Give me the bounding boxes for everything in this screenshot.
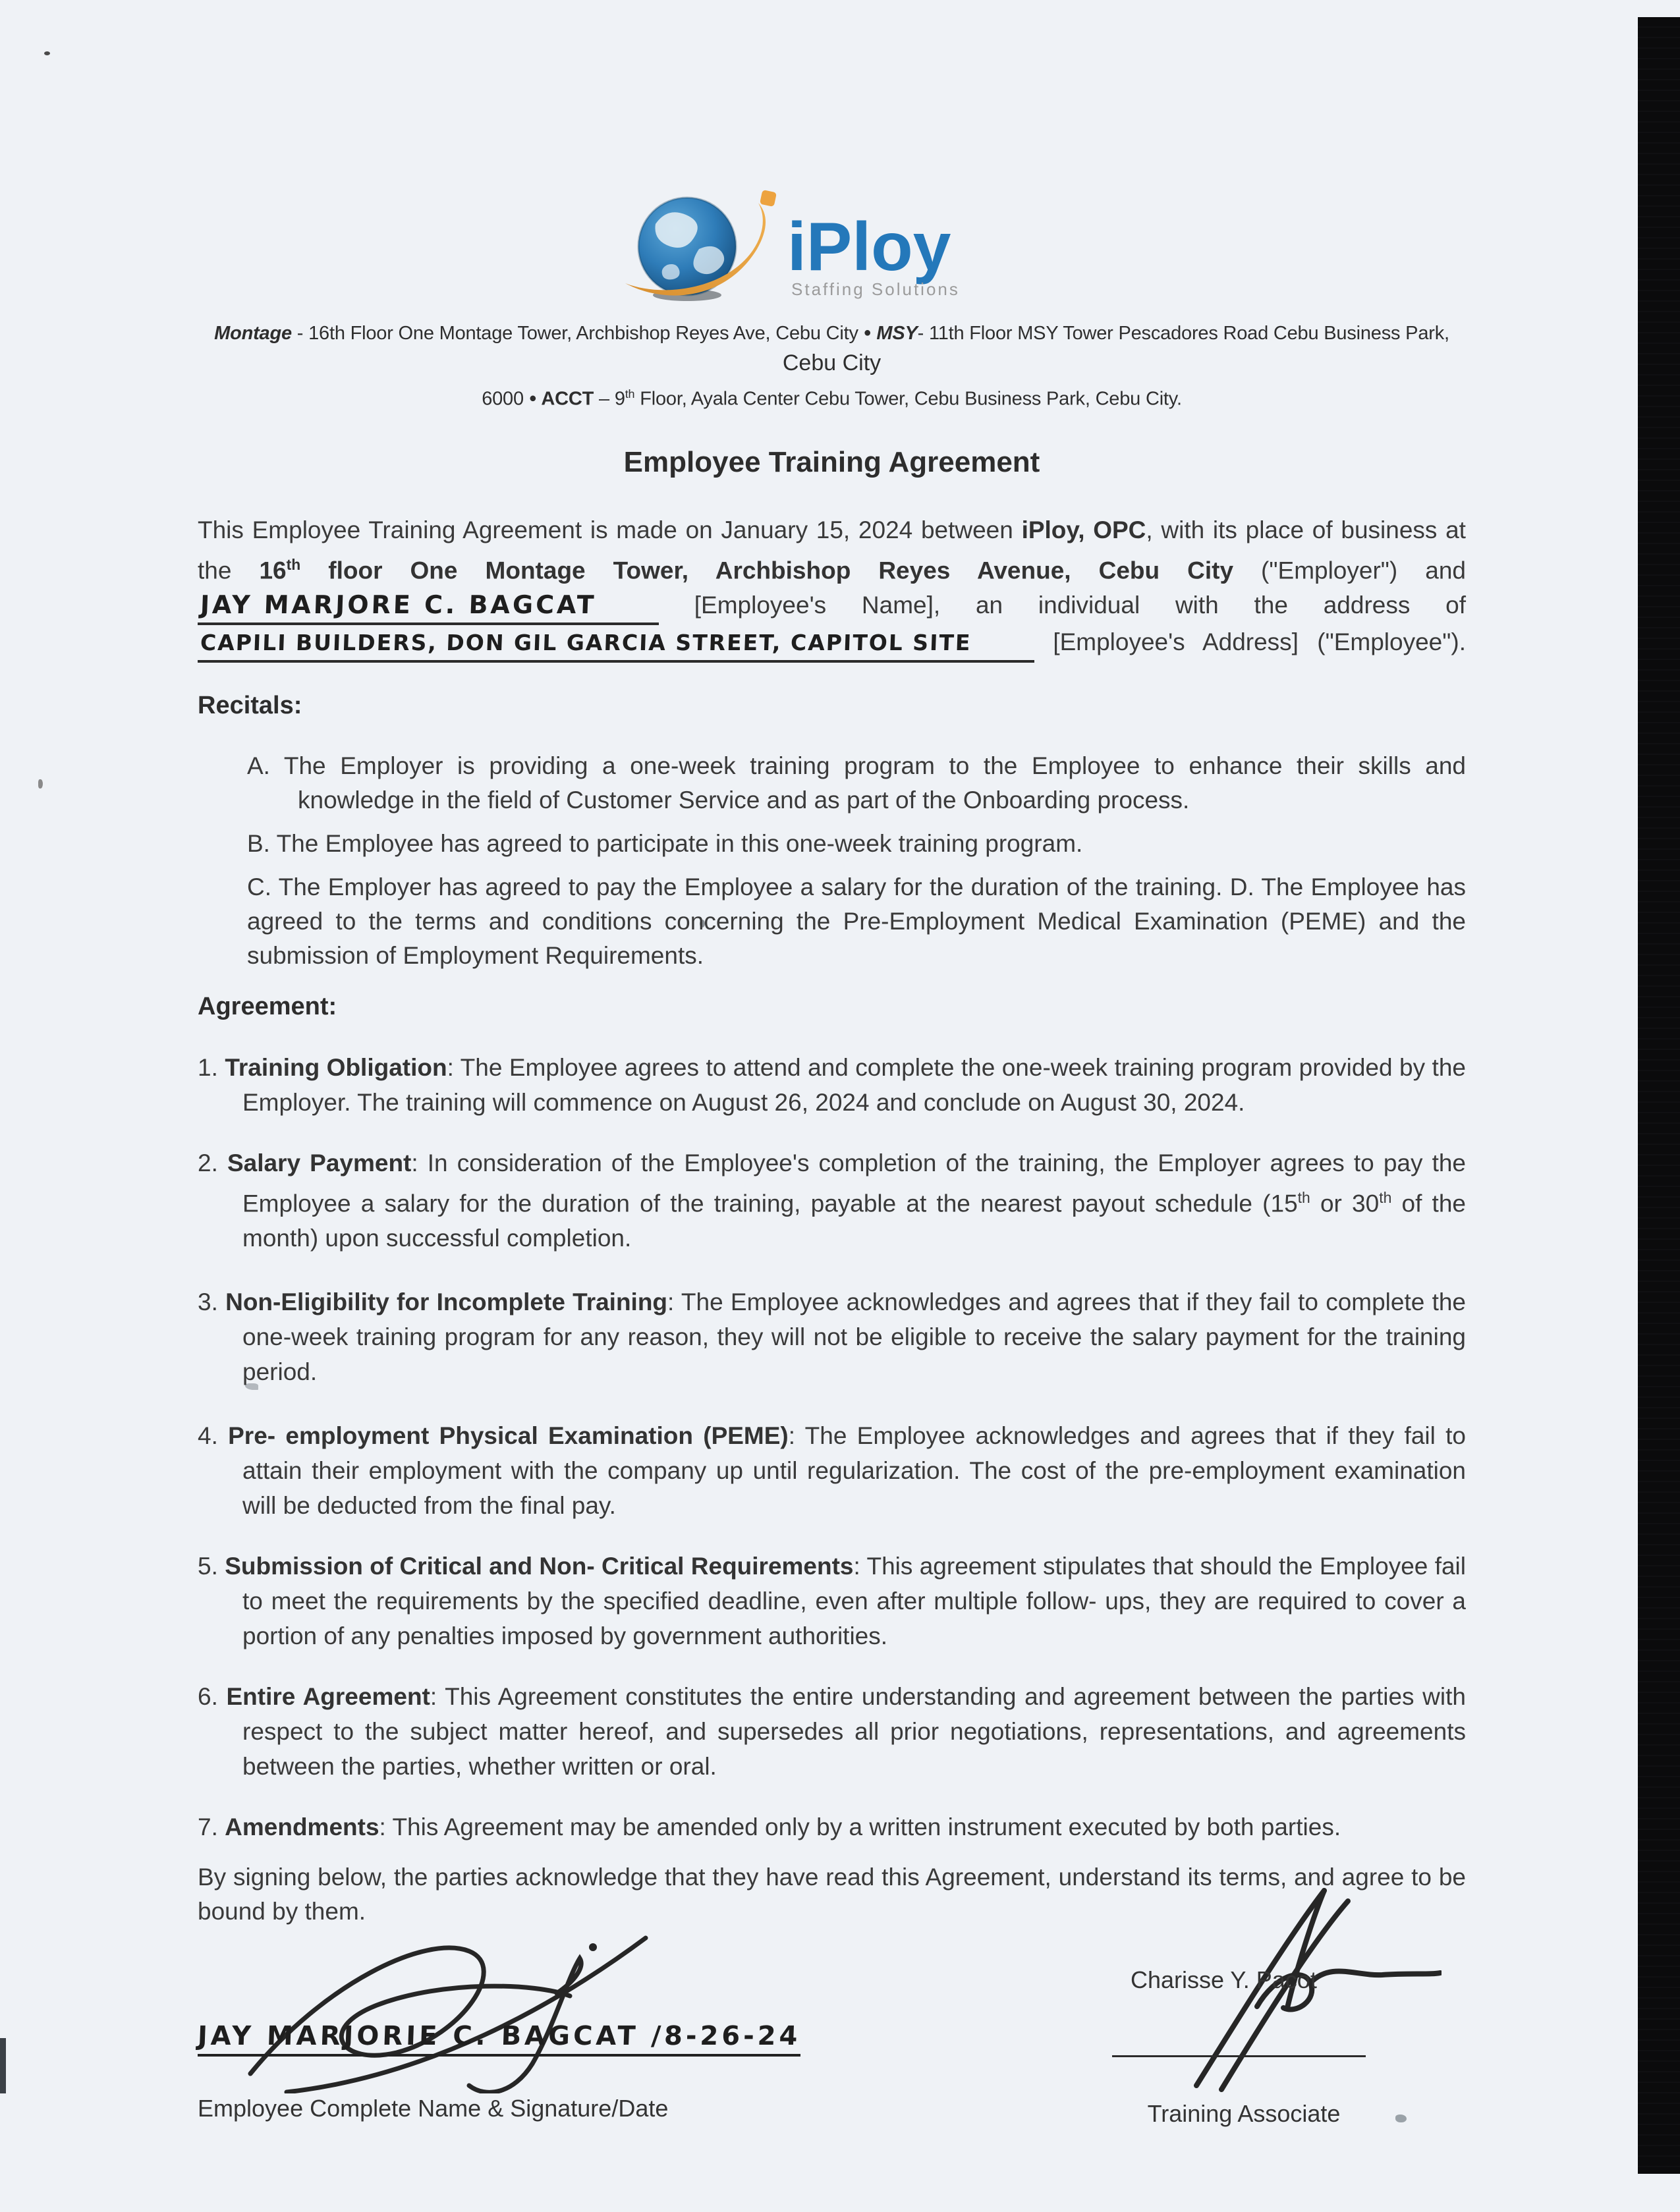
handwritten-employee-address: CAPILI BUILDERS, DON GIL GARCIA STREET, CAPITOL SITE — [200, 629, 972, 655]
company-logo — [198, 186, 1466, 308]
intro-line-1: This Employee Training Agreement is made on January 15, 2024 between iPloy, OPC, with its place of business at — [198, 516, 1466, 543]
document-content — [198, 0, 1466, 2212]
signature-row — [198, 1929, 1466, 2212]
address-line-1: Montage - 16th Floor One Montage Tower, Archbishop Reyes Ave, Cebu City ● MSY- 11th Floor MSY Tower Pescadores Road Cebu Business Park, Cebu City — [214, 323, 1449, 375]
agreement-item-6: 6. Entire Agreement: This Agreement constitutes the entire understanding and agreement between the parties with respect to the subject matter hereof, and supersedes all prior negotiations, representations, and agreements between the parties, whether written or oral. — [198, 1683, 1466, 1781]
agreement-item-5: 5. Submission of Critical and Non- Critical Requirements: This agreement stipulates that should the Employee fail to meet the requirements by the specified deadline, even after multiple follow- ups, they are required to cover a portion of any penalties imposed by government authorities. — [198, 1553, 1466, 1650]
brand-tagline: Staffing Solutions — [791, 279, 960, 299]
recital-item-b: B. The Employee has agreed to participate in this one-week training program. — [247, 829, 1083, 857]
iploy-logo-icon — [621, 186, 1043, 308]
address-line-2: 6000 ● ACCT – 9th Floor, Ayala Center Cebu Tower, Cebu Business Park, Cebu City. — [482, 387, 1182, 410]
intro-line-3: JAY MARJORE C. BAGCAT [Employee's Name], an individual with the address of — [198, 588, 1466, 625]
scanner-edge-band — [1638, 17, 1680, 2174]
employee-name-signature-line: JAY MARJORIE C. BAGCAT /8-26-24 — [198, 2021, 800, 2057]
trainer-signature-label: Training Associate — [1147, 2100, 1341, 2128]
bullet-icon: ● — [528, 391, 537, 406]
bullet-icon: ● — [863, 325, 872, 340]
recital-item-c: C. The Employer has agreed to pay the Employee a salary for the duration of the training. D. The Employee has agreed to the terms and conditions concerning the Pre-Employment Medical Examination (PEME) and the submission of Employment Requirements. — [247, 873, 1466, 969]
intro-line-2: the 16th floor One Montage Tower, Archbishop Reyes Avenue, Cebu City ("Employer") and — [198, 555, 1466, 584]
scan-speck — [44, 51, 50, 55]
agreement-item-7: 7. Amendments: This Agreement may be amended only by a written instrument executed by both parties. — [198, 1813, 1341, 1841]
intro-paragraph — [198, 513, 1466, 663]
recital-item-a: A. The Employer is providing a one-week training program to the Employee to enhance their skills and knowledge in the field of Customer Service and as part of the Onboarding process. — [247, 752, 1466, 814]
document-title: Employee Training Agreement — [623, 445, 1040, 478]
scan-speck — [38, 779, 43, 788]
employee-address-field — [198, 625, 1034, 663]
orange-dot-icon — [759, 190, 776, 207]
closing-paragraph: By signing below, the parties acknowledge that they have read this Agreement, understand its terms, and agree to be bound by them. — [198, 1864, 1466, 1925]
intro-line-4: CAPILI BUILDERS, DON GIL GARCIA STREET, CAPITOL SITE [Employee's Address] ("Employee"). — [198, 625, 1466, 663]
office-address-block — [198, 318, 1466, 414]
agreement-item-3: 3. Non-Eligibility for Incomplete Training: The Employee acknowledges and agrees that if they fail to complete the one-week training program for any reason, they will not be eligible to receive the salary payment for the training period. — [198, 1288, 1466, 1386]
agreement-heading: Agreement: — [198, 992, 337, 1020]
trainer-signature-line — [1112, 2055, 1366, 2057]
recitals-heading: Recitals: — [198, 691, 302, 719]
agreement-item-4: 4. Pre- employment Physical Examination (PEME): The Employee acknowledges and agrees that if they fail to attain their employment with the company up until regularization. The cost of the pre-employment examination will be deducted from the final pay. — [198, 1422, 1466, 1520]
agreement-item-2: 2. Salary Payment: In consideration of the Employee's completion of the training, the Employer agrees to pay the Employee a salary for the duration of the training, payable at the nearest payout schedule (15th or 30th of the month) upon successful completion. — [198, 1149, 1467, 1252]
scan-edge-artifact — [0, 2038, 6, 2093]
employee-name-field — [198, 588, 659, 625]
employee-signature-icon — [224, 1929, 817, 2093]
handwritten-employee-name: JAY MARJORE C. BAGCAT — [200, 590, 598, 619]
trainer-printed-name: Charisse Y. Pacot — [1131, 1966, 1317, 1994]
employee-signature-label: Employee Complete Name & Signature/Date — [198, 2095, 669, 2122]
brand-wordmark: iPloy — [787, 209, 951, 285]
agreement-item-1: 1. Training Obligation: The Employee agrees to attend and complete the one-week training program provided by the Employer. The training will commence on August 26, 2024 and conclude on August 30, 2024. — [198, 1053, 1466, 1116]
